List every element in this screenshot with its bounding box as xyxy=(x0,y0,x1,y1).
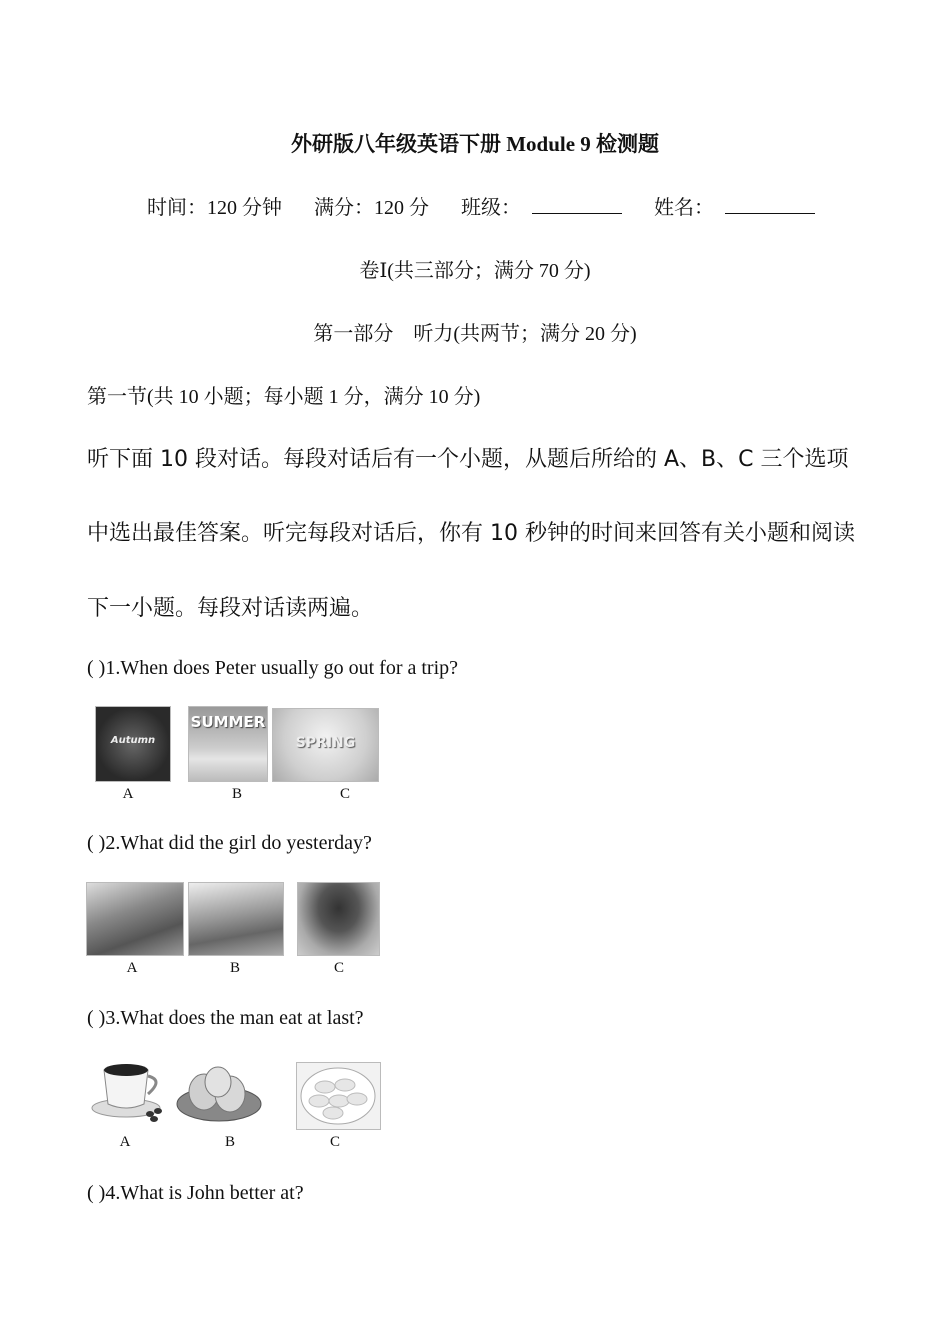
page-title: 外研版八年级英语下册 Module 9 检测题 xyxy=(290,132,660,156)
section-heading: 第一节(共 10 小题；每小题 1 分，满分 10 分) xyxy=(87,386,481,408)
volume-heading: 卷Ⅰ(共三部分；满分 70 分) xyxy=(359,260,591,282)
time-info: 时间：120 分钟 xyxy=(147,197,282,219)
option-label: A xyxy=(119,1134,131,1150)
autumn-text: Autumn xyxy=(110,735,156,746)
name-label: 姓名： xyxy=(654,197,714,219)
question-2: ( )2.What did the girl do yesterday? xyxy=(87,832,372,854)
dumplings-plate-icon xyxy=(297,1063,380,1129)
option-label: B xyxy=(224,1134,235,1150)
eggs-picture xyxy=(174,1062,264,1124)
option-label: C xyxy=(333,960,344,976)
spring-text: SPRING xyxy=(295,735,356,751)
question-1: ( )1.When does Peter usually go out for a trip? xyxy=(87,657,459,679)
planting-trees-picture xyxy=(297,882,380,956)
option-label: C xyxy=(329,1134,340,1150)
question-4: ( )4.What is John better at? xyxy=(87,1182,304,1204)
summer-picture xyxy=(188,706,268,782)
score-info: 满分：120 分 xyxy=(314,197,429,219)
class-blank xyxy=(532,195,622,214)
shopping-picture xyxy=(86,882,184,956)
eggs-basket-icon xyxy=(174,1062,264,1124)
option-label: A xyxy=(122,786,134,802)
coffee-picture xyxy=(88,1056,168,1126)
instruction-line: 中选出最佳答案。听完每段对话后，你有 10 秒钟的时间来回答有关小题和阅读 xyxy=(87,521,855,546)
name-blank xyxy=(725,195,815,214)
exam-info xyxy=(147,191,815,220)
instruction-line: 下一小题。每段对话读两遍。 xyxy=(87,596,374,621)
part-heading: 第一部分 听力(共两节；满分 20 分) xyxy=(313,323,637,345)
summer-text: SUMMER xyxy=(190,713,266,731)
sweeping-picture xyxy=(188,882,284,956)
option-label: B xyxy=(231,786,242,802)
class-label: 班级： xyxy=(461,197,521,219)
autumn-picture xyxy=(95,706,171,782)
coffee-cup-icon xyxy=(88,1056,168,1126)
option-label: C xyxy=(339,786,350,802)
question-3: ( )3.What does the man eat at last? xyxy=(87,1007,364,1029)
option-label: B xyxy=(229,960,240,976)
dumplings-picture xyxy=(296,1062,381,1130)
spring-picture xyxy=(272,708,379,782)
option-label: A xyxy=(126,960,138,976)
instruction-line: 听下面 10 段对话。每段对话后有一个小题，从题后所给的 A、B、C 三个选项 xyxy=(87,447,849,472)
